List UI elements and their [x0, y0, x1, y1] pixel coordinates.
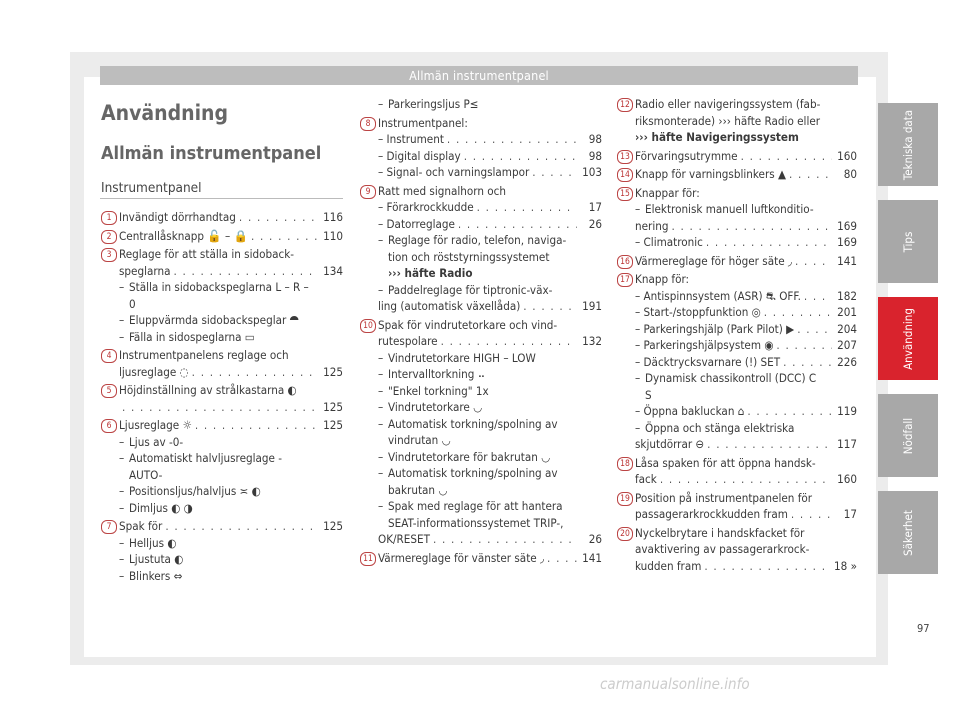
legend-entry [617, 271, 857, 453]
index-line [635, 166, 857, 183]
page-reference[interactable]: 132 [582, 334, 602, 348]
page-reference[interactable]: 116 [323, 210, 343, 224]
dot-leader [433, 531, 577, 548]
index-line [635, 304, 857, 321]
index-line [635, 234, 857, 251]
callout-number: 4 [101, 349, 117, 363]
legend-entry [360, 550, 602, 567]
entry-text: – Automatiskt halvljusreglage - [119, 450, 343, 467]
index-line [378, 550, 602, 567]
index-line [119, 364, 343, 381]
entry-text: SEAT-informationssystemet TRIP-, [388, 515, 564, 530]
entry-text: skjutdörrar ⊖ [635, 437, 705, 451]
entry-text: – Helljus ◐ [119, 535, 343, 552]
callout-number: 2 [101, 230, 117, 244]
running-header: Allmän instrumentpanel [100, 66, 858, 85]
index-line [378, 333, 602, 350]
entry-text: rutespolare [378, 334, 438, 348]
entry-text: – Positionsljus/halvljus ≍ ◐ [119, 483, 343, 500]
entry-text: ››› häfte Navigeringssystem [635, 130, 799, 144]
dot-leader [441, 333, 577, 350]
index-line [635, 337, 857, 354]
entry-text: – Vindrutetorkare för bakrutan ◡ [378, 449, 602, 466]
entry-text: Centrallåsknapp 🔓 – 🔒 [119, 228, 249, 243]
entry-text: – Parkeringshjälpsystem ◉ [635, 338, 774, 352]
dot-leader [251, 228, 318, 245]
page-number: 97 [917, 622, 930, 635]
dot-leader [795, 253, 832, 270]
dot-leader [741, 148, 832, 165]
entry-text: tion och röststyrningssystemet [388, 249, 550, 264]
legend-entry [360, 183, 602, 315]
entry-text: – Intervalltorkning ⠤ [378, 366, 602, 383]
entry-text: – Parkeringshjälp (Park Pilot) ▶ [635, 321, 795, 336]
legend-entry [360, 115, 602, 181]
page-reference[interactable]: 169 [837, 218, 857, 233]
dot-leader [122, 399, 318, 416]
entry-text: – Signal- och varningslampor [378, 165, 530, 179]
dot-leader [660, 471, 832, 488]
entry-text: Höjdinställning av strålkastarna ◐ [119, 383, 297, 397]
entry-text: vindrutan ◡ [388, 433, 451, 447]
entry-text: – Instrument [378, 132, 444, 146]
entry-text: – Automatisk torkning/spolning av [378, 416, 602, 433]
legend-entry [617, 253, 857, 270]
page-reference[interactable]: 191 [582, 299, 602, 313]
index-line [119, 209, 343, 226]
dot-leader [706, 234, 832, 251]
entry-text: – Dynamisk chassikontroll (DCC) C [635, 370, 857, 387]
page-reference[interactable]: 226 [837, 354, 857, 369]
chapter-tab-label: Säkerhet [901, 509, 915, 556]
callout-number: 18 [617, 457, 633, 471]
callout-number: 1 [101, 211, 117, 225]
legend-entry [617, 166, 857, 183]
index-line [119, 228, 343, 245]
entry-gap [101, 584, 343, 586]
chapter-tab-label: Användning [901, 307, 915, 370]
page-reference[interactable]: 119 [837, 404, 857, 418]
entry-text: Knapp för varningsblinkers ▲ [635, 167, 787, 181]
legend-entry [617, 185, 857, 251]
chapter-tab-label: Tips [901, 231, 915, 252]
page-title: Användning [101, 101, 229, 125]
index-line [378, 199, 602, 216]
index-line [378, 164, 602, 181]
entry-text: – Öppna bakluckan ⌂ [635, 404, 745, 418]
index-line [635, 218, 857, 235]
dot-leader [791, 506, 832, 523]
entry-text: Värmereglage för höger säte ◞ [635, 253, 792, 268]
legend-entry [360, 317, 602, 548]
page-reference[interactable]: 182 [837, 288, 857, 303]
entry-text: – Automatisk torkning/spolning av [378, 465, 602, 482]
callout-number: 13 [617, 150, 633, 164]
page-reference[interactable]: 17 [843, 507, 857, 521]
index-line [378, 216, 602, 233]
page-reference[interactable]: 17 [588, 200, 602, 214]
entry-text: – Öppna och stänga elektriska [635, 420, 857, 437]
entry-text: – Blinkers ⇔ [119, 568, 343, 585]
page-reference[interactable]: 141 [837, 253, 857, 268]
dot-leader [707, 436, 832, 453]
page-reference[interactable]: 207 [837, 338, 857, 352]
entry-text: – Ljus av -0- [119, 434, 343, 451]
callout-number: 15 [617, 187, 633, 201]
entry-text: Nyckelbrytare i handskfacket för [635, 525, 805, 540]
dot-leader [447, 131, 577, 148]
index-line [119, 518, 343, 535]
entry-text: – Digital display [378, 148, 461, 163]
page-reference[interactable]: 98 [588, 132, 602, 146]
page-subtitle: Allmän instrumentpanel [101, 143, 322, 164]
entry-text: Instrumentpanelens reglage och [119, 348, 289, 362]
dot-leader [532, 164, 577, 181]
index-line [378, 531, 602, 548]
entry-text: kudden fram [635, 558, 702, 573]
entry-text: nering [635, 218, 669, 233]
index-line [119, 417, 343, 434]
page-reference[interactable]: 26 [588, 532, 602, 546]
index-line [119, 399, 343, 416]
entry-text: Reglage för att ställa in sidoback- [119, 247, 295, 261]
entry-text: – Vindrutetorkare HIGH – LOW [378, 350, 602, 367]
entry-text: Spak för vindrutetorkare och vind- [378, 317, 558, 332]
entry-text: – Datorreglage [378, 216, 455, 231]
dot-leader [195, 417, 318, 434]
page-reference[interactable]: 201 [837, 305, 857, 319]
entry-text: Position på instrumentpanelen för [635, 490, 813, 505]
legend-entry [101, 228, 343, 245]
page-reference[interactable]: 125 [323, 519, 343, 533]
entry-text: Radio eller navigeringssystem (fab- [635, 97, 821, 111]
page-reference[interactable]: 103 [582, 165, 602, 179]
entry-text: – Förarkrockkudde [378, 200, 474, 214]
entry-text: Värmereglage för vänster säte ◞ [378, 550, 545, 565]
dot-leader [704, 558, 831, 575]
entry-gap [617, 574, 857, 576]
index-line [378, 148, 602, 165]
legend-entry [101, 518, 343, 584]
entry-text: Spak för [119, 519, 163, 533]
index-line [635, 288, 857, 305]
callout-number: 12 [617, 98, 633, 112]
index-line [635, 506, 857, 523]
page-reference[interactable]: 125 [323, 399, 343, 414]
index-line [635, 321, 857, 338]
page-reference[interactable]: 204 [837, 321, 857, 336]
index-line [635, 558, 857, 575]
index-line [635, 471, 857, 488]
legend-entry [617, 96, 857, 146]
column-2 [360, 96, 602, 568]
entry-text: Instrumentpanel: [378, 115, 468, 130]
index-line [378, 131, 602, 148]
chapter-tab-1[interactable] [878, 200, 938, 283]
entry-text: speglarna [119, 263, 171, 278]
entry-text: – Elektronisk manuell luftkonditio- [635, 201, 857, 218]
entry-text: – Ljustuta ◐ [119, 551, 343, 568]
chapter-tab-4[interactable] [878, 491, 938, 574]
chapter-tab-2[interactable] [878, 297, 938, 380]
dot-leader [804, 288, 832, 305]
legend-entry [617, 525, 857, 575]
dot-leader [192, 364, 318, 381]
entry-text: ››› häfte Radio [388, 266, 473, 280]
index-line [635, 148, 857, 165]
entry-text: Låsa spaken för att öppna handsk- [635, 455, 816, 470]
entry-text: S [645, 387, 652, 402]
dot-leader [523, 298, 577, 315]
chapter-tab-label: Nödfall [901, 417, 915, 454]
callout-number: 19 [617, 492, 633, 506]
entry-text: AUTO- [129, 467, 163, 482]
entry-text: 0 [129, 296, 136, 311]
index-line [635, 354, 857, 371]
legend-entry [617, 490, 857, 523]
entry-gap [360, 566, 602, 568]
page-reference[interactable]: 160 [837, 148, 857, 163]
dot-leader [464, 148, 577, 165]
dot-leader [239, 209, 318, 226]
page-reference[interactable]: 18 » [834, 558, 857, 573]
legend-entry [360, 96, 602, 113]
callout-number: 8 [360, 117, 376, 131]
entry-text: – Spak med reglage för att hantera [378, 498, 602, 515]
entry-text: – Vindrutetorkare ◡ [378, 399, 602, 416]
entry-text: – Dimljus ◐ ◑ [119, 500, 343, 517]
watermark: carmanualsonline.info [600, 675, 750, 693]
callout-number: 11 [360, 552, 376, 566]
page-reference[interactable]: 117 [837, 437, 857, 451]
dot-leader [671, 218, 832, 235]
entry-text: ljusreglage ◌ [119, 364, 189, 379]
dot-leader [747, 403, 832, 420]
entry-text: Ljusreglage ☼ [119, 418, 192, 432]
legend-entry [101, 382, 343, 415]
legend-entry [617, 148, 857, 165]
chapter-tab-3[interactable] [878, 394, 938, 477]
dot-leader [547, 550, 577, 567]
page-reference[interactable]: 125 [323, 364, 343, 379]
dot-leader [173, 263, 318, 280]
callout-number: 10 [360, 319, 376, 333]
entry-text: – Climatronic [635, 235, 703, 249]
index-line [119, 263, 343, 280]
section-heading: Instrumentpanel [101, 180, 202, 196]
index-line [378, 298, 602, 315]
entry-text: riksmonterade) ››› häfte Radio eller [635, 113, 821, 128]
page-reference[interactable]: 160 [837, 472, 857, 486]
entry-text: – Fälla in sidospeglarna ▭ [119, 329, 343, 346]
callout-number: 3 [101, 248, 117, 262]
page-reference[interactable]: 169 [837, 235, 857, 249]
dot-leader [477, 199, 577, 216]
dot-leader [458, 216, 577, 233]
entry-text: Förvaringsutrymme [635, 148, 738, 163]
page-reference[interactable]: 125 [323, 418, 343, 432]
callout-number: 14 [617, 168, 633, 182]
legend-entry [101, 209, 343, 226]
entry-text: ling (automatisk växellåda) [378, 299, 521, 313]
entry-text: OK/RESET [378, 532, 430, 546]
dot-leader [797, 321, 832, 338]
chapter-tab-0[interactable] [878, 103, 938, 186]
entry-text: passagerarkrockkudden fram [635, 507, 788, 521]
callout-number: 17 [617, 273, 633, 287]
entry-text: – Parkeringsljus P≤ [378, 96, 602, 113]
dot-leader [165, 518, 318, 535]
entry-text: – Ställa in sidobackspeglarna L – R – [119, 279, 343, 296]
index-line [635, 253, 857, 270]
legend-entry [617, 455, 857, 488]
page-reference[interactable]: 98 [588, 148, 602, 163]
entry-text: avaktivering av passagerarkrock- [635, 542, 810, 556]
entry-text: Knappar för: [635, 185, 700, 200]
page-reference[interactable]: 134 [323, 263, 343, 278]
entry-text: Ratt med signalhorn och [378, 183, 506, 198]
entry-text: – Reglage för radio, telefon, naviga- [378, 232, 602, 249]
column-1 [101, 209, 343, 586]
entry-text: – Däcktrycksvarnare (!) SET [635, 354, 781, 369]
dot-leader [776, 337, 832, 354]
callout-number: 6 [101, 419, 117, 433]
section-divider [100, 198, 343, 199]
entry-text: Invändigt dörrhandtag [119, 210, 236, 224]
legend-entry [101, 246, 343, 345]
entry-text: bakrutan ◡ [388, 482, 448, 497]
callout-number: 20 [617, 527, 633, 541]
entry-text: – Start-/stoppfunktion ◎ [635, 305, 761, 319]
entry-text: – Paddelreglage för tiptronic-väx- [378, 282, 602, 299]
column-3 [617, 96, 857, 576]
entry-text: – Eluppvärmda sidobackspeglar ⯊ [119, 312, 343, 329]
index-line [635, 436, 857, 453]
dot-leader [789, 166, 832, 183]
callout-number: 16 [617, 255, 633, 269]
page-reference[interactable]: 26 [588, 216, 602, 231]
index-line [635, 403, 857, 420]
entry-text: Knapp för: [635, 272, 690, 286]
chapter-tab-label: Tekniska data [901, 109, 915, 180]
dot-leader [764, 304, 832, 321]
page-reference[interactable]: 141 [582, 550, 602, 565]
callout-number: 5 [101, 384, 117, 398]
dot-leader [783, 354, 832, 371]
callout-number: 7 [101, 520, 117, 534]
page-reference[interactable]: 110 [323, 228, 343, 243]
entry-text: – Antispinnsystem (ASR) ⛐ OFF. [635, 288, 801, 303]
legend-entry [101, 417, 343, 516]
callout-number: 9 [360, 185, 376, 199]
entry-text: – "Enkel torkning" 1x [378, 383, 602, 400]
legend-entry [101, 347, 343, 380]
entry-text: fack [635, 472, 657, 486]
page-reference[interactable]: 80 [843, 167, 857, 181]
